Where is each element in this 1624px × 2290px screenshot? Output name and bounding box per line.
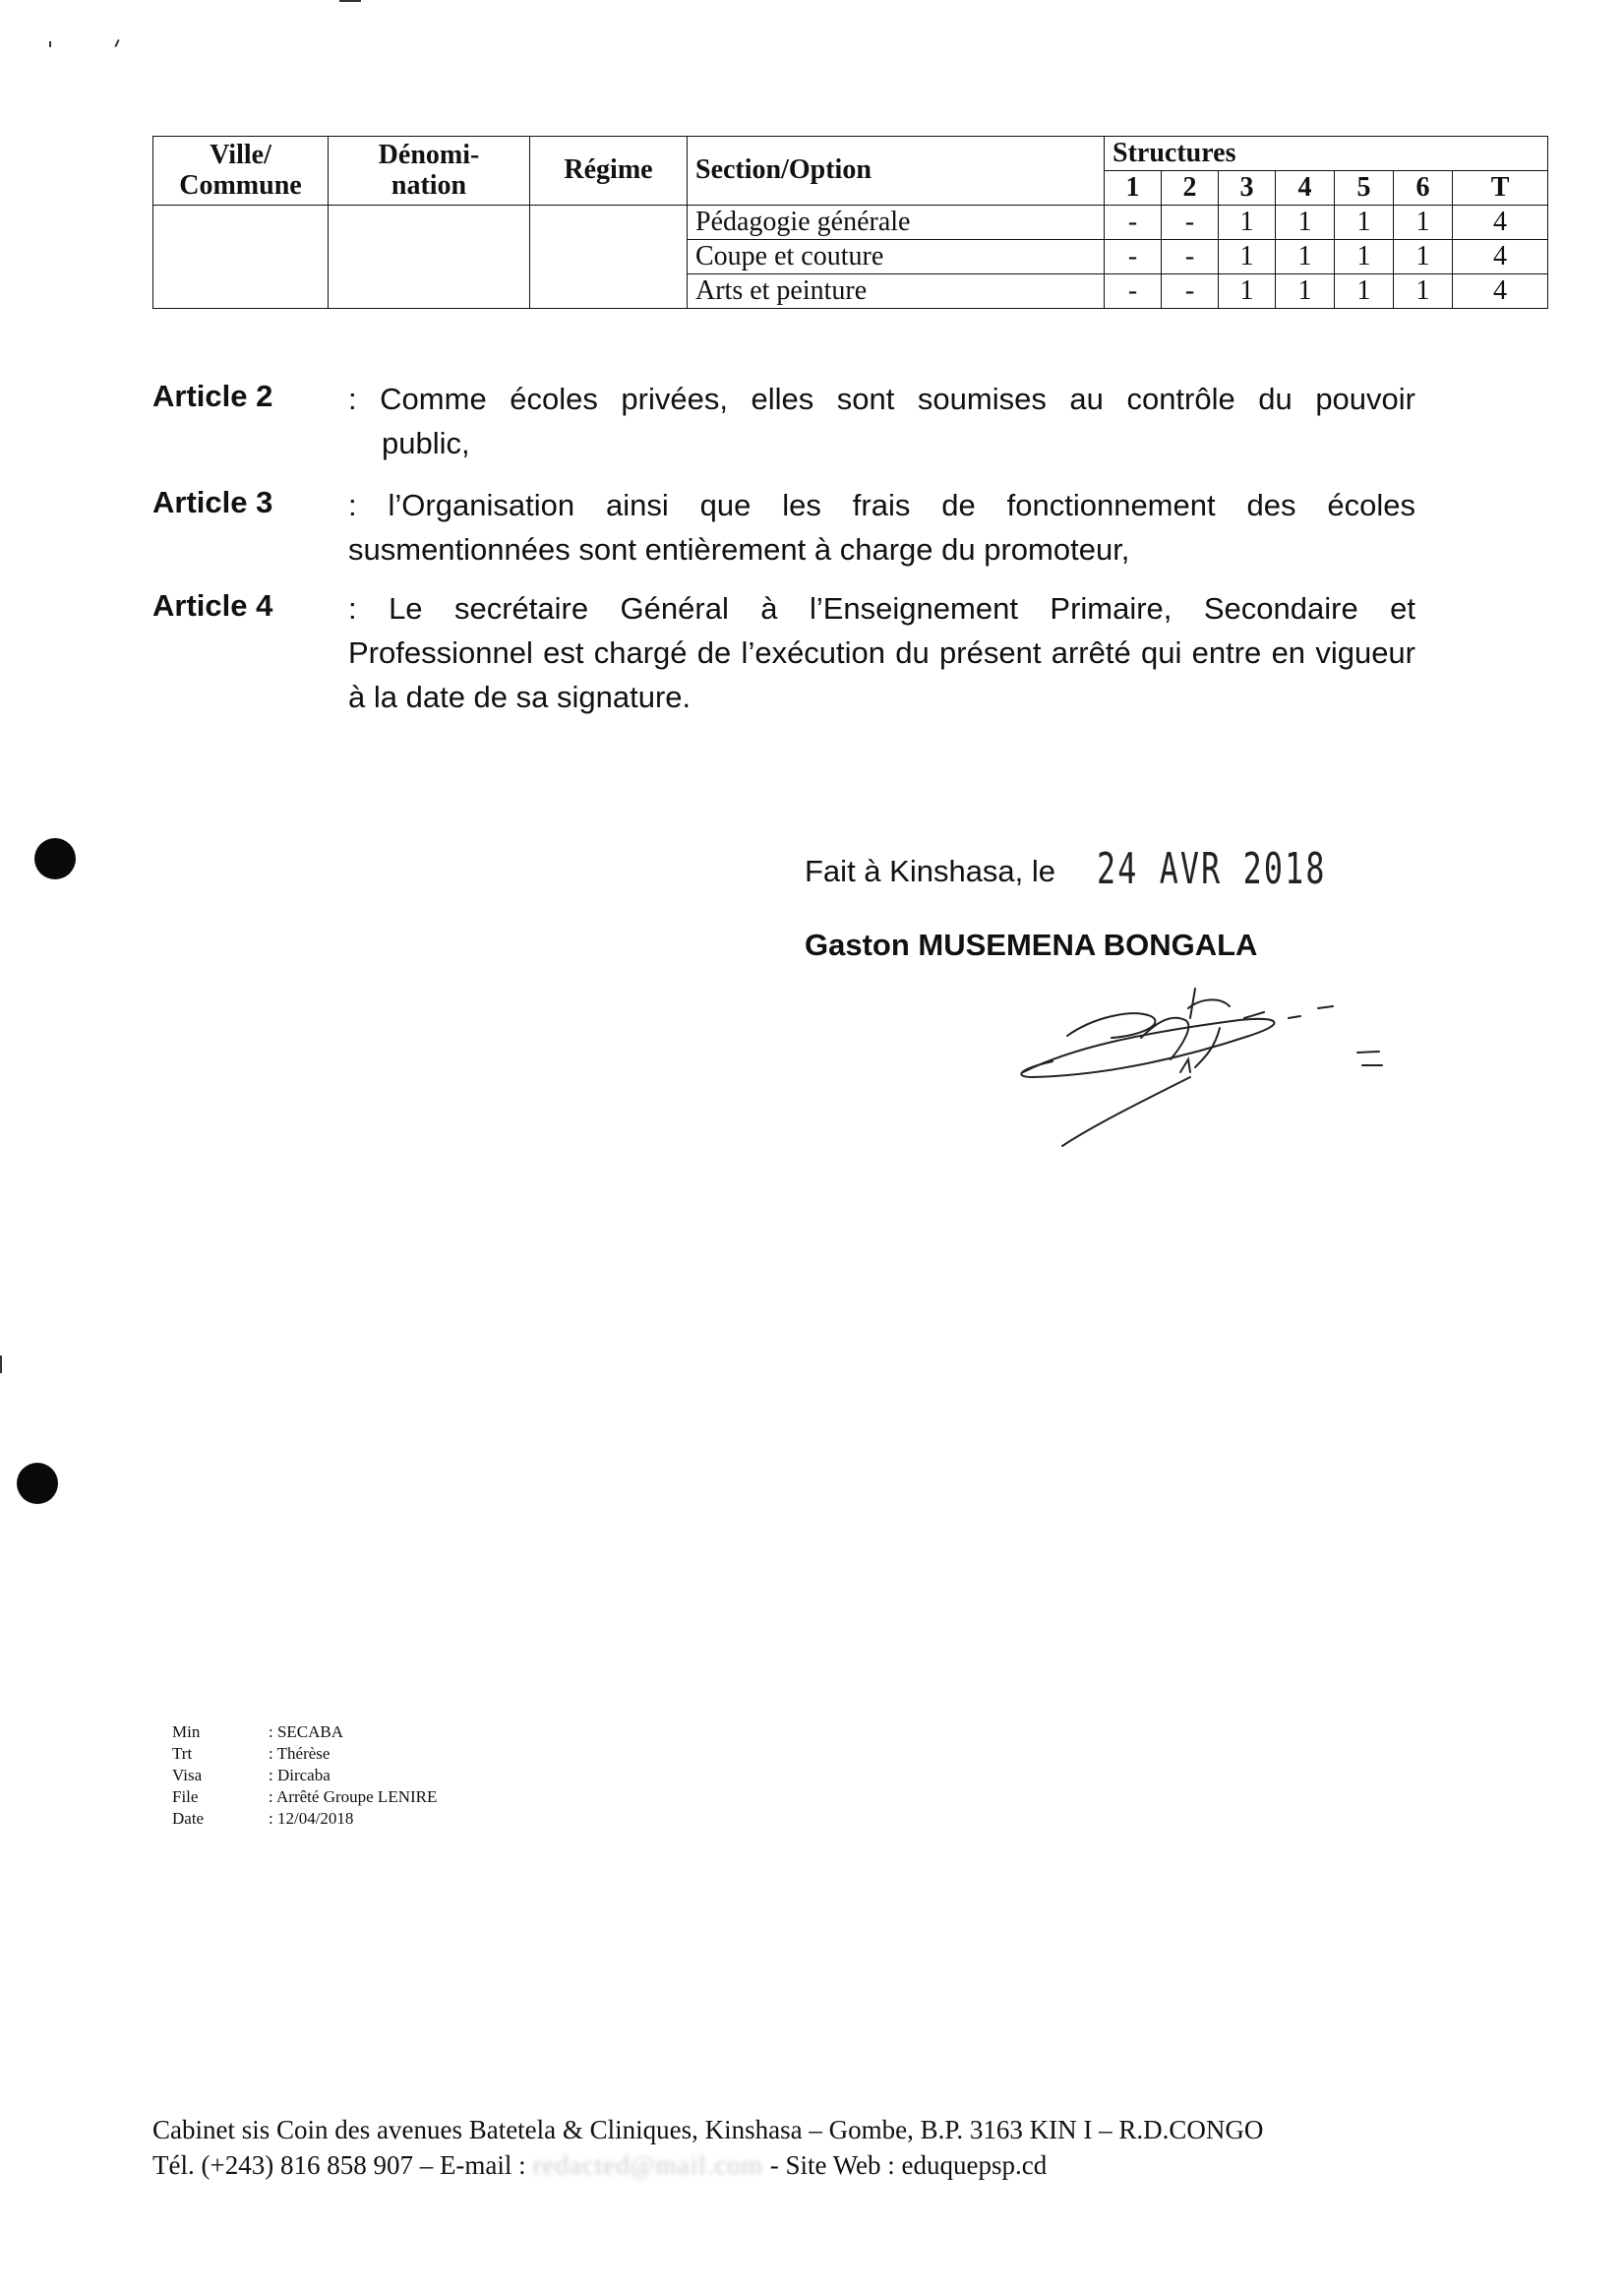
scan-mark — [0, 1356, 2, 1373]
col-6: 6 — [1394, 171, 1453, 206]
header-structures: Structures — [1105, 137, 1548, 171]
signature-icon — [993, 979, 1436, 1151]
cell-value: 4 — [1453, 206, 1548, 240]
meta-value: : SECABA — [269, 1722, 344, 1741]
meta-row — [172, 1743, 437, 1765]
meta-key: Date — [172, 1809, 205, 1828]
place-date-label: Fait à Kinshasa, le — [805, 854, 1056, 888]
scan-mark — [339, 0, 361, 2]
footer-address: Cabinet sis Coin des avenues Batetela & Cliniques, Kinshasa – Gombe, B.P. 3163 KIN I – R.D.CONGO — [152, 2115, 1264, 2144]
col-total: T — [1453, 171, 1548, 206]
cell-ville — [153, 206, 329, 309]
cell-value: 1 — [1394, 240, 1453, 274]
meta-row — [172, 1765, 437, 1786]
meta-key: File — [172, 1787, 199, 1806]
footer-site: - Site Web : eduquepsp.cd — [769, 2150, 1048, 2180]
header-ville: Ville/ Commune — [153, 137, 329, 206]
cell-section: Arts et peinture — [688, 274, 1105, 309]
scan-mark — [114, 39, 119, 47]
cell-value: - — [1105, 206, 1162, 240]
article-2-label: Article 2 — [152, 379, 273, 413]
cell-value: 1 — [1335, 240, 1394, 274]
structures-table — [152, 136, 1548, 309]
col-1: 1 — [1105, 171, 1162, 206]
cell-section: Pédagogie générale — [688, 206, 1105, 240]
cell-value: 1 — [1219, 274, 1276, 309]
article-2-text — [348, 377, 1415, 465]
meta-value: : 12/04/2018 — [269, 1809, 354, 1828]
table-header-row — [153, 137, 1548, 171]
cell-section: Coupe et couture — [688, 240, 1105, 274]
article-3-text — [348, 483, 1415, 572]
cell-value: - — [1162, 274, 1219, 309]
header-denomination: Dénomi- nation — [329, 137, 530, 206]
cell-value: 1 — [1276, 206, 1335, 240]
meta-value: : Arrêté Groupe LENIRE — [269, 1787, 438, 1806]
article-4-label: Article 4 — [152, 588, 273, 623]
footer-tel: Tél. (+243) 816 858 907 – E-mail : — [152, 2150, 526, 2180]
footer-contact — [152, 2147, 1263, 2183]
cell-value: 1 — [1219, 240, 1276, 274]
cell-value: 1 — [1335, 274, 1394, 309]
meta-key: Trt — [172, 1744, 193, 1763]
scan-mark — [49, 41, 51, 47]
meta-key: Visa — [172, 1766, 203, 1784]
cell-value: 1 — [1219, 206, 1276, 240]
article-4-text — [348, 586, 1415, 719]
binder-hole — [34, 838, 76, 879]
meta-value: : Dircaba — [269, 1766, 331, 1784]
cell-value: - — [1105, 274, 1162, 309]
footer — [152, 2112, 1263, 2183]
cell-value: 1 — [1394, 206, 1453, 240]
cell-value: - — [1162, 206, 1219, 240]
article-3-rest: susmentionnées sont entièrement à charge du promoteur, — [348, 532, 1130, 567]
cell-value: 1 — [1276, 274, 1335, 309]
signer-name: Gaston MUSEMENA BONGALA — [805, 928, 1258, 962]
col-3: 3 — [1219, 171, 1276, 206]
cell-value: 4 — [1453, 240, 1548, 274]
article-4-rest: Professionnel est chargé de l’exécution du présent arrêté qui entre en vigueur à la date de sa signature. — [348, 635, 1415, 714]
article-2-rest: public, — [382, 426, 470, 460]
cell-value: - — [1162, 240, 1219, 274]
col-5: 5 — [1335, 171, 1394, 206]
header-section: Section/Option — [688, 137, 1105, 206]
header-regime: Régime — [530, 137, 688, 206]
article-3-first-line: : l’Organisation ainsi que les frais de fonctionnement des écoles — [348, 488, 1415, 522]
meta-key: Min — [172, 1722, 201, 1741]
article-4-first-line: : Le secrétaire Général à l’Enseignement Primaire, Secondaire et — [348, 591, 1415, 626]
cell-denomination — [329, 206, 530, 309]
date-stamp: 24 AVR 2018 — [1097, 844, 1327, 894]
document-meta — [172, 1721, 437, 1830]
meta-row — [172, 1808, 437, 1830]
col-4: 4 — [1276, 171, 1335, 206]
meta-row — [172, 1721, 437, 1743]
cell-value: - — [1105, 240, 1162, 274]
cell-value: 1 — [1394, 274, 1453, 309]
table-row — [153, 206, 1548, 240]
footer-email-redacted: redacted@mail.com — [532, 2150, 763, 2180]
col-2: 2 — [1162, 171, 1219, 206]
article-2-first-line: : Comme écoles privées, elles sont soumises au contrôle du pouvoir — [348, 382, 1415, 416]
binder-hole — [17, 1463, 58, 1504]
cell-value: 1 — [1276, 240, 1335, 274]
cell-value: 1 — [1335, 206, 1394, 240]
cell-regime — [530, 206, 688, 309]
meta-value: : Thérèse — [269, 1744, 331, 1763]
meta-row — [172, 1786, 437, 1808]
article-3-label: Article 3 — [152, 485, 273, 519]
cell-value: 4 — [1453, 274, 1548, 309]
